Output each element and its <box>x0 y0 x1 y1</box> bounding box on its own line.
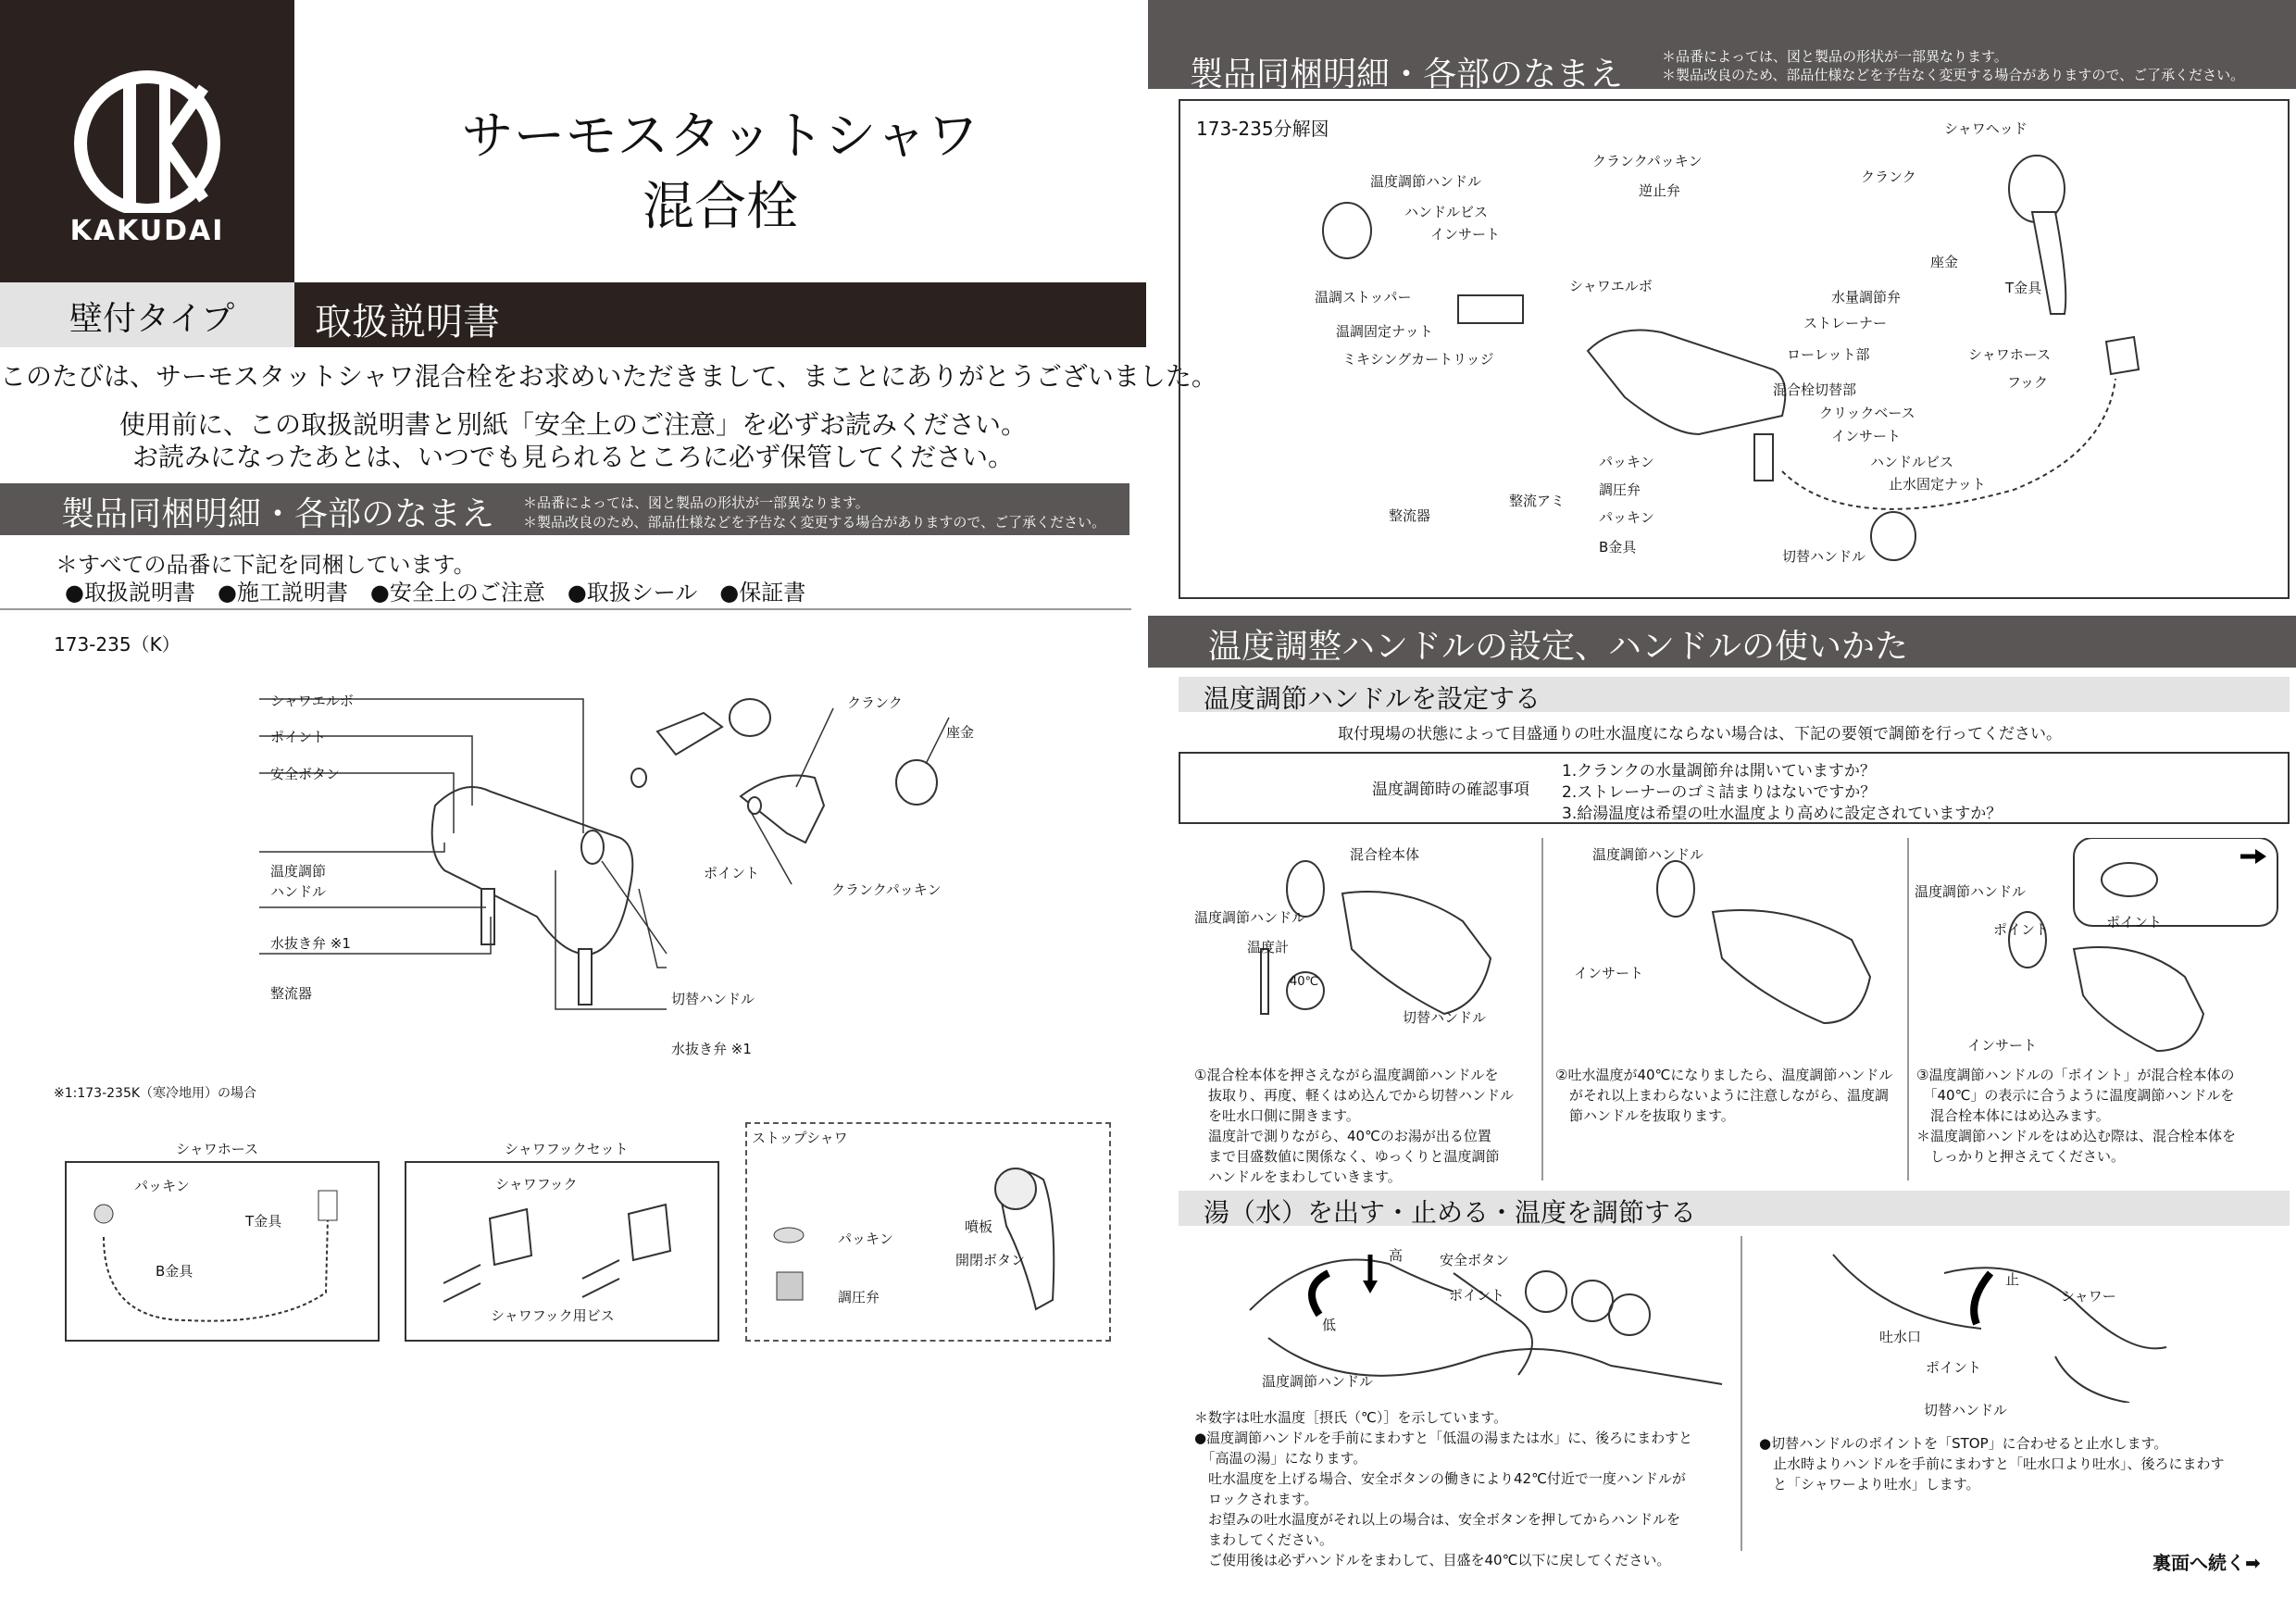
hose-title: シャワホース <box>176 1141 258 1157</box>
s2-label-insert: インサート <box>1574 965 1644 981</box>
use-left-text: ＊数字は吐水温度［摂氏（℃）］を示しています。 ●温度調節ハンドルを手前にまわすと「低温の湯または水」に、後ろにまわすと 「高温の湯」になります。 吐水温度を上げる場合、安全ボタンの働きにより42℃付近で一度ハンドルが ロックされます。 お望みの吐水温度がそれ以上の場合は、安全ボタンを押してからハンドルを まわしてください。 ご使用後は必ずハンドルをまわして、目盛を40℃以下に戻してください。 <box>1194 1409 1693 1568</box>
use-right-text: ●切替ハンドルのポイントを「STOP」に合わせると止水します。 止水時よりハンドルを手前にまわすと「吐水口より吐水」、後ろにまわす と「シャワーより吐水」します。 <box>1759 1435 2225 1493</box>
intro-line-1: このたびは、サーモスタットシャワ混合栓をお求めいただきまして、まことにありがとうございました。 <box>0 361 1217 392</box>
s1-label-thermometer: 温度計 <box>1247 939 1290 956</box>
title-line-2: 混合栓 <box>643 177 798 237</box>
ex-label-27: T金具 <box>2005 280 2042 296</box>
ex-label-14: 混合栓切替部 <box>1773 381 1857 398</box>
parts-note-right-1: ＊品番によっては、図と製品の形状が一部異なります。 <box>1662 48 2008 65</box>
ex-label-20: パッキン <box>1599 454 1654 470</box>
hose-label-b-fitting: B金具 <box>156 1263 193 1280</box>
continue-link: 裏面へ続く➡ <box>2152 1552 2261 1574</box>
label-temp-handle-1: 温度調節 <box>270 863 327 880</box>
ex-label-11: 水量調節弁 <box>1831 289 1902 306</box>
ex-label-18: 止水固定ナット <box>1889 476 1986 493</box>
use-label-safety: 安全ボタン <box>1440 1252 1510 1268</box>
use-label-stop: 止 <box>2005 1271 2020 1288</box>
hose-label-t-fitting: T金具 <box>245 1213 282 1230</box>
ex-label-4: 温調固定ナット <box>1336 323 1433 340</box>
use-label-high: 高 <box>1389 1247 1404 1264</box>
section-title-parts-right: 製品同梱明細・各部のなまえ <box>1190 56 1624 94</box>
s3-label-insert: インサート <box>1967 1037 2038 1054</box>
seat-shape <box>896 760 937 805</box>
section-title-temp: 温度調整ハンドルの設定、ハンドルの使いかた <box>1208 628 1909 666</box>
faucet-diagram <box>259 676 963 1065</box>
hose-icon <box>67 1163 378 1340</box>
ex-label-0: 温度調節ハンドル <box>1370 173 1482 190</box>
check-item-3: 3.給湯温度は希望の吐水温度より高めに設定されていますか？ <box>1562 805 2003 823</box>
s1-label-handle: 温度調節ハンドル <box>1194 909 1306 926</box>
hose-box <box>65 1161 380 1342</box>
stop-label-button: 開閉ボタン <box>955 1252 1026 1268</box>
included-note: ＊すべての品番に下記を同梱しています。 <box>56 552 476 578</box>
label-point-2: ポイント <box>704 865 760 881</box>
steps-illustration <box>1185 838 2287 1060</box>
title-line-1: サーモスタットシャワ <box>461 106 980 167</box>
label-temp-handle-2: ハンドル <box>270 883 327 900</box>
ex-label-17: ハンドルビス <box>1870 454 1954 470</box>
intro-line-3: お読みになったあとは、いつでも見られるところに必ず保管してください。 <box>131 442 1014 472</box>
use-label-spout: 吐水口 <box>1879 1329 1922 1345</box>
type-label: 壁付タイプ <box>69 300 235 338</box>
label-aerator: 整流器 <box>270 985 313 1002</box>
use-label-shower: シャワー <box>2061 1288 2116 1305</box>
s3-label-handle: 温度調節ハンドル <box>1915 883 2027 900</box>
s3-label-point: ポイント <box>1993 921 2050 938</box>
hose-label-packing: パッキン <box>134 1178 190 1194</box>
ex-label-10: 座金 <box>1930 254 1959 270</box>
elbow-part-shape <box>657 713 722 755</box>
ex-label-29: フック <box>2007 374 2048 391</box>
ex-label-3: 温調ストッパー <box>1315 289 1412 306</box>
ex-label-25: 整流アミ <box>1509 493 1566 509</box>
label-seat: 座金 <box>946 724 975 741</box>
check-label: 温度調節時の確認事項 <box>1372 781 1529 799</box>
ex-label-22: パッキン <box>1599 509 1654 526</box>
kakudai-logo-icon <box>0 0 294 213</box>
step-3-text: ③温度調節ハンドルの「ポイント」が混合栓本体の 「40℃」の表示に合うように温度調節ハンドルを 混合栓本体にはめ込みます。 ＊温度調節ハンドルをはめ込む際は、混合栓本体を しっかりと押さえてください。 <box>1916 1067 2237 1165</box>
drain-shape <box>579 949 592 1005</box>
ex-label-24: 整流器 <box>1389 507 1431 524</box>
ex-label-5: ミキシングカートリッジ <box>1342 351 1494 368</box>
use-label-point: ポイント <box>1449 1287 1505 1304</box>
use-label-point-right: ポイント <box>1926 1359 1982 1376</box>
ex-label-23: B金具 <box>1599 539 1637 556</box>
use-label-switch-right: 切替ハンドル <box>1924 1402 2008 1418</box>
ex-label-7: 逆止弁 <box>1639 182 1681 199</box>
label-crank: クランク <box>847 694 903 711</box>
label-crank-packing: クランクパッキン <box>831 881 942 898</box>
label-drain-valve-2: 水抜き弁 ※1 <box>671 1041 752 1057</box>
ex-label-12: ストレーナー <box>1803 315 1888 331</box>
s3-label-point-zoom: ポイント <box>2106 914 2163 931</box>
stop-label-regulator: 調圧弁 <box>838 1289 880 1305</box>
seat-top-shape <box>730 699 770 736</box>
label-point: ポイント <box>270 729 327 745</box>
ex-label-2: インサート <box>1430 226 1501 243</box>
s2-label-handle: 温度調節ハンドル <box>1592 846 1704 863</box>
parts-note-2: ＊製品改良のため、部品仕様などを予告なく変更する場合がありますので、ご了承ください。 <box>523 514 1106 531</box>
hook-label: シャワフック <box>495 1176 578 1193</box>
ex-label-1: ハンドルビス <box>1404 204 1489 220</box>
use-label-low: 低 <box>1322 1317 1337 1333</box>
check-item-1: 1.クランクの水量調節弁は開いていますか？ <box>1562 762 1876 781</box>
ex-label-26: シャワヘッド <box>1944 120 2028 137</box>
ex-label-19: 切替ハンドル <box>1782 548 1866 565</box>
aerator-shape <box>481 889 494 944</box>
stop-shower-icon <box>747 1124 1109 1340</box>
subhead-set-handle: 温度調節ハンドルを設定する <box>1204 683 1541 714</box>
label-drain-valve: 水抜き弁 ※1 <box>270 935 351 952</box>
ex-label-9: クランク <box>1861 169 1916 185</box>
section-title-parts: 製品同梱明細・各部のなまえ <box>61 495 495 533</box>
page-title <box>294 102 1146 243</box>
ex-label-28: シャワホース <box>1968 346 2051 363</box>
elbow-shape <box>581 831 604 864</box>
model-number: 173-235（K） <box>54 633 181 656</box>
parts-note-1: ＊品番によっては、図と製品の形状が一部異なります。 <box>523 494 869 511</box>
stop-shower-title: ストップシャワ <box>752 1130 848 1146</box>
ex-label-6: クランクパッキン <box>1592 153 1703 169</box>
packing-shape <box>631 768 646 787</box>
label-shower-elbow: シャワエルボ <box>270 693 354 709</box>
label-switch-handle: 切替ハンドル <box>671 991 755 1007</box>
check-item-2: 2.ストレーナーのゴミ詰まりはないですか？ <box>1562 783 1877 802</box>
stop-label-spray-plate: 噴板 <box>965 1218 993 1235</box>
ex-label-15: クリックベース <box>1819 405 1915 421</box>
hook-screw-label: シャワフック用ビス <box>491 1307 615 1324</box>
label-safety-button: 安全ボタン <box>270 766 341 782</box>
adjust-note: 取付現場の状態によって目盛通りの吐水温度にならない場合は、下記の要領で調節を行ってください。 <box>1338 725 2062 743</box>
s1-label-switch: 切替ハンドル <box>1403 1009 1487 1026</box>
s1-label-body: 混合栓本体 <box>1350 846 1420 863</box>
ex-label-21: 調圧弁 <box>1599 481 1641 498</box>
included-list: ●取扱説明書 ●施工説明書 ●安全上のご注意 ●取扱シール ●保証書 <box>65 580 806 606</box>
manual-label: 取扱説明書 <box>315 301 500 344</box>
ex-label-8: シャワエルボ <box>1569 278 1653 294</box>
step-2-text: ②吐水温度が40℃になりましたら、温度調節ハンドル がそれ以上まわらないように注意しながら、温度調 節ハンドルを抜取ります。 <box>1555 1067 1893 1124</box>
use-label-temp-handle: 温度調節ハンドル <box>1262 1373 1374 1390</box>
s1-label-40c: 40℃ <box>1290 975 1319 989</box>
brand-name: KAKUDAI <box>69 215 225 247</box>
exploded-title: 173-235分解図 <box>1196 118 1329 140</box>
subhead-use: 湯（水）を出す・止める・温度を調節する <box>1204 1197 1697 1228</box>
ex-label-16: インサート <box>1831 428 1902 444</box>
ex-label-13: ローレット部 <box>1787 346 1870 363</box>
stop-label-packing: パッキン <box>838 1230 893 1247</box>
parts-note-right-2: ＊製品改良のため、部品仕様などを予告なく変更する場合がありますので、ご了承ください。 <box>1662 67 2245 83</box>
hook-title: シャワフックセット <box>505 1141 629 1157</box>
stop-shower-box <box>745 1122 1111 1342</box>
divider <box>0 608 1131 610</box>
intro-line-2: 使用前に、この取扱説明書と別紙「安全上のご注意」を必ずお読みください。 <box>119 409 1027 440</box>
faucet-body-shape <box>432 787 633 955</box>
step-1-text: ①混合栓本体を押さえながら温度調節ハンドルを 抜取り、再度、軽くはめ込んでから切替ハンドル を吐水口側に開きます。 温度計で測りながら、40℃のお湯が出る位置 まで目盛数値に関係なく、ゆっくりと温度調節 ハンドルをまわしていきます。 <box>1194 1067 1515 1185</box>
diagram-footnote: ※1:173-235K（寒冷地用）の場合 <box>54 1086 257 1101</box>
